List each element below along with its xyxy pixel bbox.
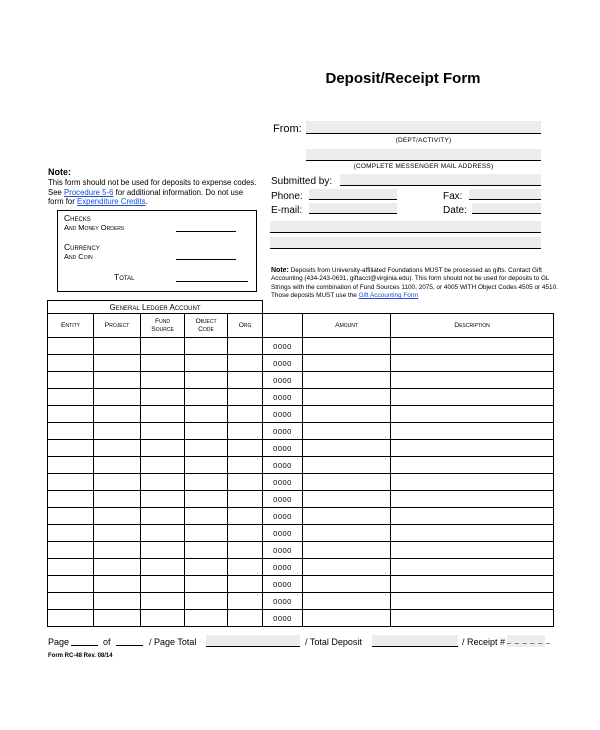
left-note-seg2: for additional information. Do not use form for <box>48 187 244 207</box>
ledger-cell-description <box>391 338 554 355</box>
ledger-cell-description <box>391 593 554 610</box>
ledger-row <box>48 355 554 372</box>
ledger-cell-org <box>228 440 263 457</box>
ledger-cell-amount <box>303 355 391 372</box>
column-header-org: Org <box>228 314 263 338</box>
ledger-cell-description <box>391 440 554 457</box>
ledger-cell-fund-source <box>141 576 185 593</box>
ledger-cell-project <box>94 593 141 610</box>
ledger-cell-project <box>94 576 141 593</box>
left-note-seg1: This form should not be used for deposits to expense codes. See <box>48 178 257 197</box>
ledger-cell-fund-source <box>141 338 185 355</box>
ledger-cell-project <box>94 559 141 576</box>
general-ledger-account-header: General Ledger Account <box>48 301 263 314</box>
ledger-cell-fund-source <box>141 559 185 576</box>
ledger-cell-entity <box>48 440 94 457</box>
ledger-cell-fund-source <box>141 508 185 525</box>
ledger-cell-fund-source <box>141 457 185 474</box>
ledger-cell-entity <box>48 610 94 627</box>
ledger-cell-fund-source <box>141 593 185 610</box>
ledger-cell-code-prefix: 0000 <box>263 423 303 440</box>
page-total-label: / Page Total <box>149 637 197 647</box>
ledger-cell-object-code <box>185 338 228 355</box>
checks-label-line2: And Money Orders <box>64 223 125 232</box>
page-total-line <box>206 635 300 647</box>
ledger-cell-org <box>228 338 263 355</box>
column-header-object-code: Object Code <box>185 314 228 338</box>
ledger-cell-amount <box>303 338 391 355</box>
ledger-cell-amount <box>303 372 391 389</box>
column-header-entity: Entity <box>48 314 94 338</box>
ledger-cell-project <box>94 525 141 542</box>
ledger-cell-code-prefix: 0000 <box>263 610 303 627</box>
ledger-row <box>48 610 554 627</box>
ledger-row <box>48 491 554 508</box>
ledger-cell-org <box>228 355 263 372</box>
ledger-cell-object-code <box>185 491 228 508</box>
ledger-cell-description <box>391 406 554 423</box>
page-count-line <box>116 636 143 646</box>
ledger-cell-description <box>391 559 554 576</box>
checks-label-line1: Checks <box>64 213 91 223</box>
ledger-cell-object-code <box>185 508 228 525</box>
total-label: Total <box>114 272 135 282</box>
ledger-cell-description <box>391 610 554 627</box>
ledger-cell-object-code <box>185 542 228 559</box>
ledger-cell-project <box>94 610 141 627</box>
ledger-cell-project <box>94 474 141 491</box>
mail-address-caption: (COMPLETE MESSENGER MAIL ADDRESS) <box>353 163 494 170</box>
ledger-row <box>48 338 554 355</box>
ledger-cell-amount <box>303 525 391 542</box>
gift-accounting-form-link[interactable]: Gift Accounting Form <box>358 291 419 299</box>
ledger-group-header-row <box>48 301 554 314</box>
ledger-cell-description <box>391 389 554 406</box>
ledger-cell-description <box>391 491 554 508</box>
address-extra-line-2 <box>270 237 541 249</box>
checks-amount-line <box>176 221 236 232</box>
ledger-cell-code-prefix: 0000 <box>263 338 303 355</box>
ledger-cell-entity <box>48 576 94 593</box>
ledger-cell-entity <box>48 457 94 474</box>
ledger-cell-fund-source <box>141 389 185 406</box>
ledger-cell-fund-source <box>141 610 185 627</box>
ledger-cell-object-code <box>185 423 228 440</box>
date-label: Date: <box>443 205 467 216</box>
ledger-cell-description <box>391 457 554 474</box>
ledger-cell-org <box>228 508 263 525</box>
ledger-cell-code-prefix: 0000 <box>263 508 303 525</box>
currency-amount-line <box>176 249 236 260</box>
left-note-text <box>48 178 260 207</box>
page-title: Deposit/Receipt Form <box>325 70 481 87</box>
ledger-cell-code-prefix: 0000 <box>263 593 303 610</box>
ledger-row <box>48 593 554 610</box>
ledger-cell-org <box>228 474 263 491</box>
ledger-cell-object-code <box>185 372 228 389</box>
ledger-cell-org <box>228 525 263 542</box>
ledger-cell-entity <box>48 593 94 610</box>
ledger-cell-amount <box>303 610 391 627</box>
ledger-cell-org <box>228 610 263 627</box>
deposit-summary-box <box>57 210 257 292</box>
ledger-cell-entity <box>48 474 94 491</box>
ledger-row <box>48 542 554 559</box>
from-label: From: <box>273 123 302 135</box>
ledger-cell-object-code <box>185 355 228 372</box>
ledger-cell-amount <box>303 576 391 593</box>
ledger-cell-object-code <box>185 559 228 576</box>
ledger-cell-entity <box>48 389 94 406</box>
ledger-cell-project <box>94 338 141 355</box>
ledger-cell-project <box>94 542 141 559</box>
ledger-cell-code-prefix: 0000 <box>263 491 303 508</box>
email-input-line <box>309 203 397 214</box>
page-number-line <box>71 636 98 646</box>
ledger-cell-description <box>391 423 554 440</box>
ledger-row <box>48 559 554 576</box>
address-extra-line-1 <box>270 221 541 233</box>
procedure-5-6-link[interactable]: Procedure 5-6 <box>64 187 114 197</box>
ledger-row <box>48 372 554 389</box>
ledger-cell-code-prefix: 0000 <box>263 542 303 559</box>
ledger-row <box>48 576 554 593</box>
ledger-cell-amount <box>303 593 391 610</box>
ledger-cell-code-prefix: 0000 <box>263 525 303 542</box>
expenditure-credits-link[interactable]: Expenditure Credits <box>77 197 146 207</box>
ledger-cell-org <box>228 372 263 389</box>
ledger-cell-code-prefix: 0000 <box>263 559 303 576</box>
ledger-cell-entity <box>48 525 94 542</box>
submitted-by-label: Submitted by: <box>271 176 333 187</box>
ledger-cell-object-code <box>185 610 228 627</box>
ledger-cell-code-prefix: 0000 <box>263 457 303 474</box>
ledger-cell-amount <box>303 491 391 508</box>
ledger-cell-entity <box>48 559 94 576</box>
right-note-text <box>271 267 559 300</box>
ledger-cell-entity <box>48 542 94 559</box>
ledger-cell-fund-source <box>141 440 185 457</box>
left-note-seg3: . <box>145 197 148 207</box>
ledger-cell-code-prefix: 0000 <box>263 406 303 423</box>
ledger-cell-fund-source <box>141 406 185 423</box>
right-note-seg1: Deposits from University-affiliated Foundations MUST be processed as gifts. Contact Gift Accounting (434-243-0631, giftacct@virginia.edu). This form should not be used for deposits to GL Strings with the combination of Fund Sources 1100, 2075, or 4005 WITH Object Codes 4505 or 4510. Those deposits MUST use the <box>271 267 558 299</box>
ledger-cell-project <box>94 423 141 440</box>
ledger-row <box>48 440 554 457</box>
ledger-cell-amount <box>303 542 391 559</box>
ledger-cell-object-code <box>185 440 228 457</box>
ledger-cell-object-code <box>185 474 228 491</box>
column-header-fund-source: Fund Source <box>141 314 185 338</box>
email-label: E-mail: <box>271 205 303 216</box>
ledger-cell-description <box>391 542 554 559</box>
ledger-cell-project <box>94 372 141 389</box>
receipt-number-box: _ _ _ _ _ _ <box>507 635 545 647</box>
column-header-code-prefix <box>263 314 303 338</box>
ledger-cell-description <box>391 525 554 542</box>
ledger-cell-amount <box>303 423 391 440</box>
ledger-cell-amount <box>303 474 391 491</box>
ledger-cell-entity <box>48 372 94 389</box>
ledger-cell-description <box>391 576 554 593</box>
ledger-cell-org <box>228 457 263 474</box>
column-header-amount: Amount <box>303 314 391 338</box>
ledger-row <box>48 474 554 491</box>
ledger-cell-code-prefix: 0000 <box>263 389 303 406</box>
ledger-cell-entity <box>48 406 94 423</box>
ledger-cell-code-prefix: 0000 <box>263 355 303 372</box>
total-deposit-label: / Total Deposit <box>305 637 362 647</box>
ledger-cell-object-code <box>185 406 228 423</box>
ledger-cell-project <box>94 508 141 525</box>
ledger-cell-entity <box>48 355 94 372</box>
ledger-cell-project <box>94 406 141 423</box>
of-label: of <box>103 637 111 647</box>
total-deposit-line <box>372 635 458 647</box>
ledger-cell-amount <box>303 559 391 576</box>
ledger-row <box>48 406 554 423</box>
ledger-cell-fund-source <box>141 372 185 389</box>
phone-input-line <box>309 189 397 200</box>
ledger-cell-amount <box>303 457 391 474</box>
ledger-column-header-row <box>48 314 554 338</box>
ledger-cell-code-prefix: 0000 <box>263 440 303 457</box>
currency-label-line1: Currency <box>64 242 100 252</box>
ledger-cell-amount <box>303 406 391 423</box>
ledger-table-body <box>48 338 554 627</box>
ledger-row <box>48 508 554 525</box>
ledger-header-spacer <box>263 301 554 314</box>
ledger-cell-description <box>391 372 554 389</box>
submitted-by-input-line <box>340 174 541 186</box>
fax-input-line <box>469 189 541 200</box>
ledger-cell-object-code <box>185 389 228 406</box>
page-number-label: Page <box>48 637 70 647</box>
ledger-cell-org <box>228 491 263 508</box>
ledger-cell-amount <box>303 389 391 406</box>
total-amount-line <box>176 271 248 282</box>
ledger-cell-description <box>391 474 554 491</box>
ledger-cell-project <box>94 440 141 457</box>
ledger-cell-code-prefix: 0000 <box>263 576 303 593</box>
ledger-cell-fund-source <box>141 525 185 542</box>
ledger-cell-entity <box>48 423 94 440</box>
ledger-cell-object-code <box>185 525 228 542</box>
form-number: Form RC-48 Rev. 08/14 <box>48 653 113 659</box>
ledger-cell-code-prefix: 0000 <box>263 372 303 389</box>
receipt-number-label: / Receipt # <box>462 637 506 647</box>
ledger-row <box>48 457 554 474</box>
date-input-line <box>472 203 541 214</box>
from-input-line <box>306 121 541 134</box>
column-header-project: Project <box>94 314 141 338</box>
ledger-row <box>48 423 554 440</box>
ledger-cell-org <box>228 423 263 440</box>
ledger-cell-object-code <box>185 593 228 610</box>
ledger-cell-project <box>94 355 141 372</box>
ledger-cell-entity <box>48 491 94 508</box>
phone-label: Phone: <box>271 191 303 202</box>
ledger-cell-description <box>391 355 554 372</box>
ledger-cell-org <box>228 542 263 559</box>
ledger-cell-project <box>94 389 141 406</box>
right-note-label: Note: <box>271 267 289 274</box>
ledger-cell-org <box>228 389 263 406</box>
ledger-cell-object-code <box>185 576 228 593</box>
ledger-cell-fund-source <box>141 355 185 372</box>
ledger-cell-org <box>228 593 263 610</box>
ledger-cell-fund-source <box>141 491 185 508</box>
ledger-cell-org <box>228 559 263 576</box>
ledger-cell-fund-source <box>141 542 185 559</box>
left-note-label: Note: <box>48 167 71 177</box>
dept-activity-caption: (DEPT/ACTIVITY) <box>395 137 452 144</box>
column-header-description: Description <box>391 314 554 338</box>
ledger-cell-project <box>94 491 141 508</box>
ledger-row <box>48 389 554 406</box>
ledger-cell-entity <box>48 508 94 525</box>
ledger-row <box>48 525 554 542</box>
fax-label: Fax: <box>443 191 463 202</box>
ledger-cell-object-code <box>185 457 228 474</box>
ledger-cell-code-prefix: 0000 <box>263 474 303 491</box>
ledger-cell-org <box>228 406 263 423</box>
ledger-cell-project <box>94 457 141 474</box>
currency-label-line2: And Coin <box>64 252 93 261</box>
ledger-cell-fund-source <box>141 474 185 491</box>
ledger-cell-description <box>391 508 554 525</box>
ledger-cell-entity <box>48 338 94 355</box>
general-ledger-table <box>47 300 554 627</box>
ledger-cell-org <box>228 576 263 593</box>
mail-address-input-line <box>306 149 541 161</box>
ledger-cell-amount <box>303 508 391 525</box>
ledger-cell-amount <box>303 440 391 457</box>
ledger-cell-fund-source <box>141 423 185 440</box>
